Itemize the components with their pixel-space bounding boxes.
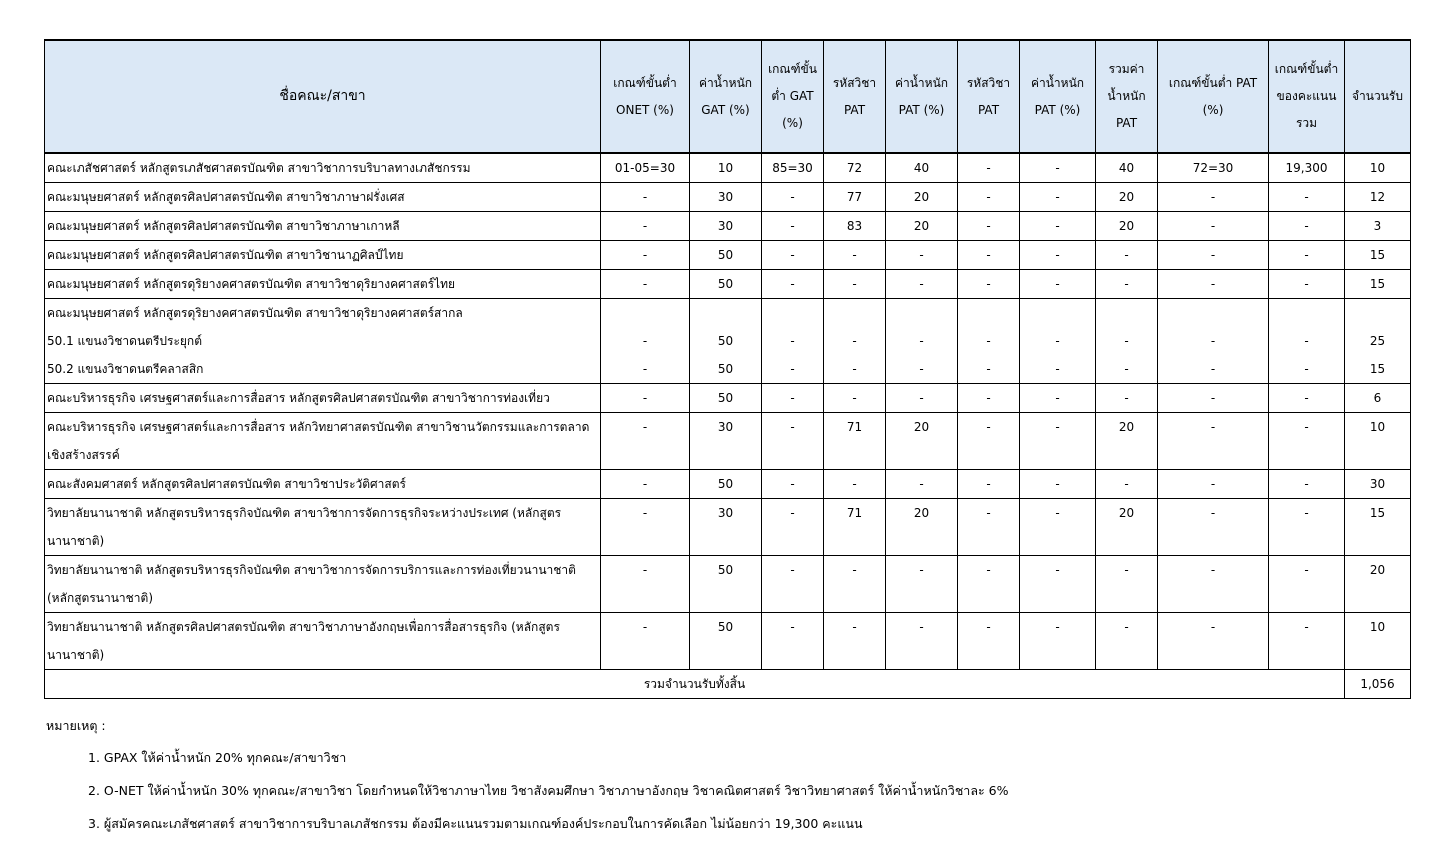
cell-pat-code-1: - (824, 241, 886, 270)
cell-pat-min: - (1158, 183, 1269, 212)
cell-pat-weight-2: - (1020, 153, 1096, 183)
cell-score-min: - (1269, 470, 1345, 499)
table-row (45, 183, 1411, 212)
cell-pat-weight-2: - (1020, 556, 1096, 613)
cell-pat-code-2: - (958, 241, 1020, 270)
cell-pat-weight-2: - (1020, 241, 1096, 270)
cell-score-min: - (1269, 212, 1345, 241)
cell-pat-code-2: - (958, 556, 1020, 613)
cell-pat-code-2: - (958, 413, 1020, 470)
cell-pat-min: 72=30 (1158, 153, 1269, 183)
cell-pat-code-1: - - (824, 299, 886, 384)
cell-pat-total: - (1096, 470, 1158, 499)
cell-onet-min: - - (601, 299, 690, 384)
table-body (45, 153, 1411, 670)
cell-pat-weight-2: - (1020, 183, 1096, 212)
cell-pat-weight-1: - (886, 470, 958, 499)
cell-pat-code-2: - (958, 470, 1020, 499)
cell-gat-weight: 50 (690, 470, 762, 499)
cell-onet-min: - (601, 183, 690, 212)
program-name: คณะมนุษยศาสตร์ หลักสูตรศิลปศาสตรบัณฑิต สาขาวิชาภาษาเกาหลี (45, 212, 601, 241)
table-row (45, 556, 1411, 613)
cell-quota: 12 (1345, 183, 1411, 212)
cell-score-min: - (1269, 413, 1345, 470)
cell-pat-code-1: - (824, 270, 886, 299)
program-name: คณะมนุษยศาสตร์ หลักสูตรศิลปศาสตรบัณฑิต สาขาวิชาภาษาฝรั่งเศส (45, 183, 601, 212)
program-name: คณะมนุษยศาสตร์ หลักสูตรศิลปศาสตรบัณฑิต สาขาวิชานาฏศิลป์ไทย (45, 241, 601, 270)
cell-pat-total: 20 (1096, 183, 1158, 212)
program-name: วิทยาลัยนานาชาติ หลักสูตรบริหารธุรกิจบัณฑิต สาขาวิชาการจัดการธุรกิจระหว่างประเทศ (หลักสูตร นานาชาติ) (45, 499, 601, 556)
cell-pat-weight-2: - (1020, 470, 1096, 499)
header-gat-min: เกณฑ์ขั้น ต่ำ GAT (%) (762, 40, 824, 153)
cell-pat-weight-1: 20 (886, 413, 958, 470)
cell-pat-code-1: - (824, 613, 886, 670)
cell-gat-weight: 50 (690, 613, 762, 670)
cell-pat-weight-1: - (886, 241, 958, 270)
cell-onet-min: - (601, 413, 690, 470)
header-gat-weight: ค่าน้ำหนัก GAT (%) (690, 40, 762, 153)
cell-pat-weight-2: - - (1020, 299, 1096, 384)
program-name: คณะมนุษยศาสตร์ หลักสูตรดุริยางคศาสตรบัณฑิต สาขาวิชาดุริยางคศาสตร์สากล 50.1 แขนงวิชาดนตรีประยุกต์ 50.2 แขนงวิชาดนตรีคลาสสิก (45, 299, 601, 384)
cell-pat-weight-1: - (886, 270, 958, 299)
cell-pat-code-2: - (958, 499, 1020, 556)
cell-score-min: - (1269, 183, 1345, 212)
cell-pat-code-1: - (824, 556, 886, 613)
cell-pat-min: - (1158, 241, 1269, 270)
cell-pat-min: - - (1158, 299, 1269, 384)
table-row (45, 241, 1411, 270)
header-pat-min: เกณฑ์ขั้นต่ำ PAT (%) (1158, 40, 1269, 153)
program-name: คณะสังคมศาสตร์ หลักสูตรศิลปศาสตรบัณฑิต สาขาวิชาประวัติศาสตร์ (45, 470, 601, 499)
cell-quota: 10 (1345, 153, 1411, 183)
header-pat-code-2: รหัสวิชา PAT (958, 40, 1020, 153)
cell-pat-weight-1: - (886, 556, 958, 613)
cell-onet-min: - (601, 270, 690, 299)
cell-gat-weight: 30 (690, 413, 762, 470)
cell-onet-min: - (601, 556, 690, 613)
cell-pat-total: - (1096, 613, 1158, 670)
cell-gat-min: - (762, 613, 824, 670)
header-quota: จำนวนรับ (1345, 40, 1411, 153)
cell-pat-code-1: 72 (824, 153, 886, 183)
cell-pat-code-1: 71 (824, 413, 886, 470)
cell-score-min: - (1269, 556, 1345, 613)
header-row (45, 40, 1411, 153)
cell-gat-weight: 50 50 (690, 299, 762, 384)
cell-score-min: - (1269, 241, 1345, 270)
table-row (45, 270, 1411, 299)
cell-gat-min: - (762, 413, 824, 470)
cell-quota: 10 (1345, 613, 1411, 670)
cell-pat-weight-1: - (886, 384, 958, 413)
table-row (45, 299, 1411, 384)
cell-gat-min: - (762, 212, 824, 241)
cell-score-min: - (1269, 499, 1345, 556)
table-row (45, 470, 1411, 499)
cell-pat-weight-1: 40 (886, 153, 958, 183)
program-name: คณะบริหารธุรกิจ เศรษฐศาสตร์และการสื่อสาร หลักสูตรศิลปศาสตรบัณฑิต สาขาวิชาการท่องเที่ยว (45, 384, 601, 413)
cell-gat-weight: 30 (690, 183, 762, 212)
cell-pat-min: - (1158, 413, 1269, 470)
table-row (45, 413, 1411, 470)
cell-pat-weight-1: - (886, 613, 958, 670)
program-name: วิทยาลัยนานาชาติ หลักสูตรศิลปศาสตรบัณฑิต สาขาวิชาภาษาอังกฤษเพื่อการสื่อสารธุรกิจ (หลักสูตร นานาชาติ) (45, 613, 601, 670)
cell-pat-total: - - (1096, 299, 1158, 384)
cell-gat-weight: 50 (690, 384, 762, 413)
cell-quota: 25 15 (1345, 299, 1411, 384)
cell-onet-min: - (601, 212, 690, 241)
program-name: คณะเภสัชศาสตร์ หลักสูตรเภสัชศาสตรบัณฑิต สาขาวิชาการบริบาลทางเภสัชกรรม (45, 153, 601, 183)
cell-pat-weight-2: - (1020, 413, 1096, 470)
cell-pat-total: 20 (1096, 413, 1158, 470)
program-name: คณะมนุษยศาสตร์ หลักสูตรดุริยางคศาสตรบัณฑิต สาขาวิชาดุริยางคศาสตร์ไทย (45, 270, 601, 299)
cell-gat-min: - (762, 241, 824, 270)
cell-quota: 15 (1345, 270, 1411, 299)
table-row (45, 212, 1411, 241)
cell-pat-weight-2: - (1020, 384, 1096, 413)
cell-pat-code-2: - (958, 613, 1020, 670)
cell-gat-weight: 10 (690, 153, 762, 183)
cell-gat-weight: 50 (690, 556, 762, 613)
cell-pat-weight-1: 20 (886, 212, 958, 241)
table-row (45, 153, 1411, 183)
cell-pat-total: 40 (1096, 153, 1158, 183)
cell-pat-code-2: - (958, 183, 1020, 212)
cell-pat-code-2: - (958, 270, 1020, 299)
cell-gat-min: - (762, 470, 824, 499)
cell-pat-total: - (1096, 556, 1158, 613)
header-onet-min: เกณฑ์ขั้นต่ำ ONET (%) (601, 40, 690, 153)
cell-pat-code-2: - - (958, 299, 1020, 384)
cell-pat-code-1: 77 (824, 183, 886, 212)
note-item-3: 3. ผู้สมัครคณะเภสัชศาสตร์ สาขาวิชาการบริบาลเภสัชกรรม ต้องมีคะแนนรวมตามเกณฑ์องค์ประกอบในการคัดเลือก ไม่น้อยกว่า 19,300 คะแนน (88, 816, 863, 831)
header-pat-total: รวมค่า น้ำหนัก PAT (1096, 40, 1158, 153)
header-pat-weight-1: ค่าน้ำหนัก PAT (%) (886, 40, 958, 153)
cell-onet-min: 01-05=30 (601, 153, 690, 183)
cell-quota: 15 (1345, 241, 1411, 270)
table-row (45, 384, 1411, 413)
cell-pat-code-2: - (958, 384, 1020, 413)
cell-pat-weight-2: - (1020, 499, 1096, 556)
cell-pat-total: - (1096, 241, 1158, 270)
cell-quota: 3 (1345, 212, 1411, 241)
cell-pat-code-1: - (824, 384, 886, 413)
cell-quota: 30 (1345, 470, 1411, 499)
cell-quota: 20 (1345, 556, 1411, 613)
table-row (45, 613, 1411, 670)
table-row (45, 499, 1411, 556)
cell-gat-min: - - (762, 299, 824, 384)
cell-pat-weight-1: 20 (886, 183, 958, 212)
total-label: รวมจำนวนรับทั้งสิ้น (45, 670, 1345, 699)
total-value: 1,056 (1345, 670, 1411, 699)
cell-score-min: 19,300 (1269, 153, 1345, 183)
cell-score-min: - (1269, 384, 1345, 413)
cell-gat-min: - (762, 499, 824, 556)
cell-gat-weight: 50 (690, 270, 762, 299)
notes-title: หมายเหตุ : (46, 718, 106, 733)
cell-onet-min: - (601, 384, 690, 413)
cell-pat-code-1: - (824, 470, 886, 499)
note-item-1: 1. GPAX ให้ค่าน้ำหนัก 20% ทุกคณะ/สาขาวิชา (88, 750, 347, 765)
cell-pat-total: - (1096, 384, 1158, 413)
cell-onet-min: - (601, 613, 690, 670)
cell-gat-weight: 30 (690, 212, 762, 241)
program-name: คณะบริหารธุรกิจ เศรษฐศาสตร์และการสื่อสาร หลักวิทยาศาสตรบัณฑิต สาขาวิชานวัตกรรมและการตลาด เชิงสร้างสรรค์ (45, 413, 601, 470)
cell-score-min: - (1269, 613, 1345, 670)
cell-score-min: - (1269, 270, 1345, 299)
cell-pat-weight-2: - (1020, 212, 1096, 241)
cell-pat-total: 20 (1096, 499, 1158, 556)
cell-onet-min: - (601, 470, 690, 499)
cell-pat-min: - (1158, 212, 1269, 241)
cell-gat-weight: 30 (690, 499, 762, 556)
cell-gat-min: - (762, 183, 824, 212)
header-pat-weight-2: ค่าน้ำหนัก PAT (%) (1020, 40, 1096, 153)
cell-pat-min: - (1158, 556, 1269, 613)
header-score-min: เกณฑ์ขั้นต่ำ ของคะแนน รวม (1269, 40, 1345, 153)
note-item-2: 2. O-NET ให้ค่าน้ำหนัก 30% ทุกคณะ/สาขาวิชา โดยกำหนดให้วิชาภาษาไทย วิชาสังคมศึกษา วิชาภาษาอังกฤษ วิชาคณิตศาสตร์ วิชาวิทยาศาสตร์ ให้ค่าน้ำหนักวิชาละ 6% (88, 783, 1009, 798)
cell-gat-min: - (762, 556, 824, 613)
cell-gat-min: 85=30 (762, 153, 824, 183)
header-name: ชื่อคณะ/สาขา (45, 40, 601, 153)
cell-pat-weight-1: - - (886, 299, 958, 384)
cell-pat-weight-2: - (1020, 270, 1096, 299)
cell-pat-code-2: - (958, 153, 1020, 183)
cell-pat-total: - (1096, 270, 1158, 299)
cell-onet-min: - (601, 499, 690, 556)
cell-pat-min: - (1158, 613, 1269, 670)
header-pat-code-1: รหัสวิชา PAT (824, 40, 886, 153)
cell-pat-min: - (1158, 270, 1269, 299)
cell-pat-min: - (1158, 384, 1269, 413)
cell-gat-min: - (762, 270, 824, 299)
cell-quota: 15 (1345, 499, 1411, 556)
cell-pat-min: - (1158, 470, 1269, 499)
cell-quota: 6 (1345, 384, 1411, 413)
cell-pat-weight-2: - (1020, 613, 1096, 670)
cell-gat-min: - (762, 384, 824, 413)
cell-pat-weight-1: 20 (886, 499, 958, 556)
cell-pat-total: 20 (1096, 212, 1158, 241)
cell-pat-code-1: 71 (824, 499, 886, 556)
cell-pat-code-1: 83 (824, 212, 886, 241)
cell-pat-code-2: - (958, 212, 1020, 241)
cell-quota: 10 (1345, 413, 1411, 470)
cell-gat-weight: 50 (690, 241, 762, 270)
program-name: วิทยาลัยนานาชาติ หลักสูตรบริหารธุรกิจบัณฑิต สาขาวิชาการจัดการบริการและการท่องเที่ยวนานาชาติ (หลักสูตรนานาชาติ) (45, 556, 601, 613)
cell-onet-min: - (601, 241, 690, 270)
cell-pat-min: - (1158, 499, 1269, 556)
admissions-table (44, 39, 1411, 699)
cell-score-min: - - (1269, 299, 1345, 384)
notes (46, 716, 1009, 847)
total-row (45, 670, 1411, 699)
